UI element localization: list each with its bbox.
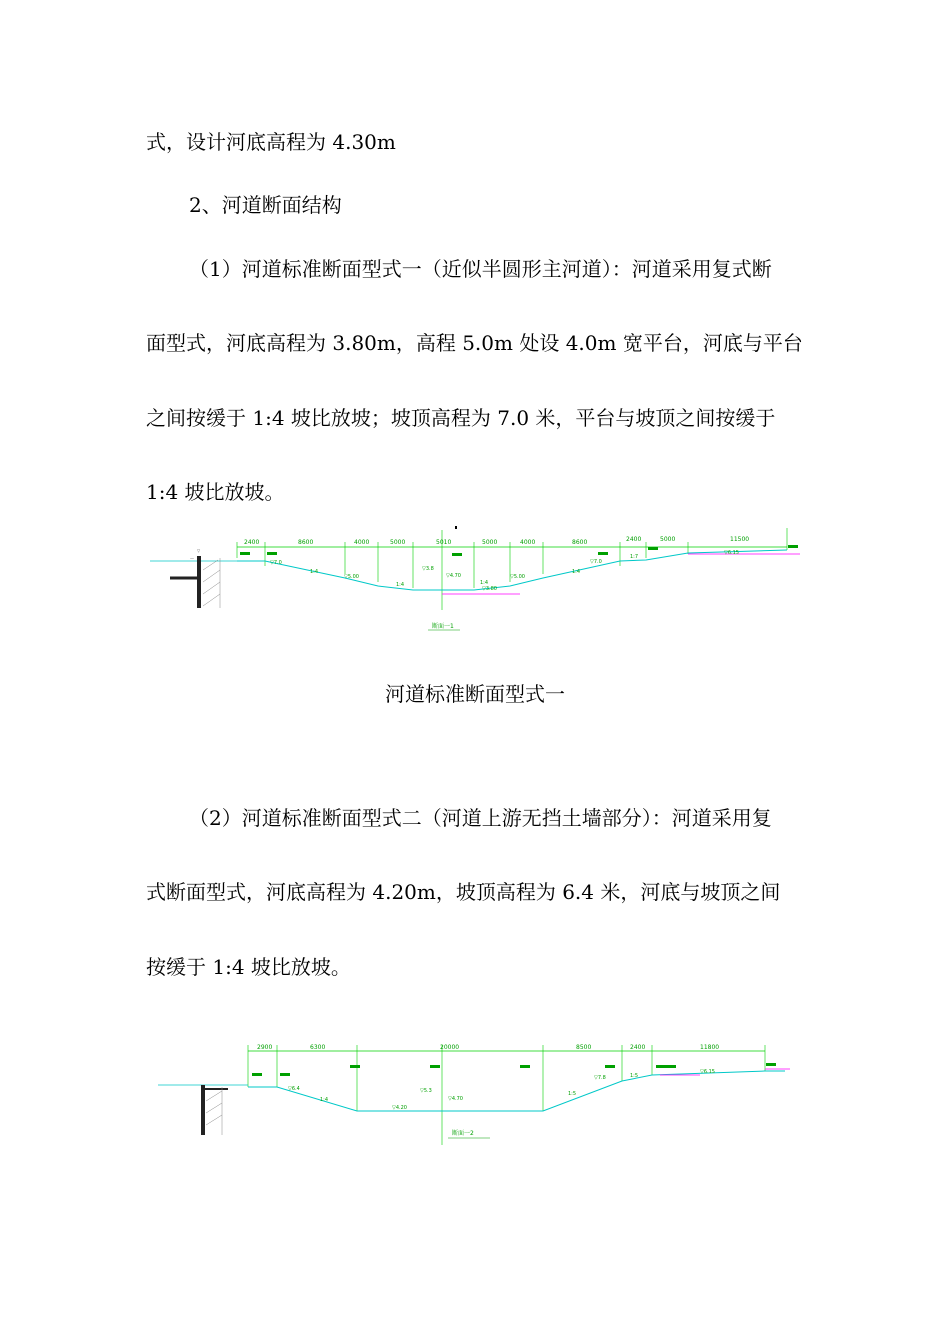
elevation-label: ▽7.8 [594,1075,606,1081]
slope-label: 1:5 [630,1073,639,1079]
elevation-label: ▽5.00 [510,574,525,580]
cross-section-figure-2 [0,1035,950,1150]
section-label: 断面一1 [432,623,454,630]
elevation-label: ▽5.00 [344,574,359,580]
slope-label: 1:4 [310,569,319,575]
dim-label: 8500 [576,1044,592,1051]
dim-label: 2400 [630,1044,646,1051]
dim-label: 11800 [700,1044,720,1051]
body-text-line: 式，设计河底高程为 4.30m [146,130,396,154]
dim-label: 2900 [257,1044,273,1051]
body-text-line: 面型式，河底高程为 3.80m，高程 5.0m 处设 4.0m 宽平台，河底与平台 [146,331,803,355]
figure-caption: 河道标准断面型式一 [385,682,565,706]
elevation-label: ▽6.15 [724,550,739,556]
body-text-line: 按缓于 1:4 坡比放坡。 [146,955,351,979]
section-heading: 2、河道断面结构 [189,193,342,217]
slope-label: 1:4 [320,1097,329,1103]
elevation-label: ▽4.70 [448,1096,463,1102]
elevation-label: ▽3.8 [422,566,434,572]
dim-label: 5010 [436,539,452,546]
elevation-label: ▽3.80 [482,586,497,592]
svg-text:▽: ▽ [197,548,201,553]
elevation-label: ▽7.0 [590,559,602,565]
body-text-line: （1）河道标准断面型式一（近似半圆形主河道）：河道采用复式断 [189,257,772,281]
elevation-label: ▽7.0 [270,560,282,566]
slope-label: 1:4 [396,582,405,588]
elevation-label: ▽4.20 [392,1105,407,1111]
dim-label: 5000 [482,539,498,546]
dim-label: 5000 [660,536,676,543]
elevation-label: ▽6.4 [288,1086,300,1092]
dim-label: 2400 [244,539,260,546]
dim-label: 2400 [626,536,642,543]
section-label: 断面一2 [452,1130,474,1137]
slope-label: 1:4 [480,580,489,586]
slope-label: 1:7 [630,554,639,560]
dim-label: 4000 [520,539,536,546]
slope-label: 1:4 [572,569,581,575]
dim-label: 5000 [390,539,406,546]
dim-label: 4000 [354,539,370,546]
dim-label: 20000 [440,1044,460,1051]
elevation-label: ▽4.70 [446,573,461,579]
body-text-line: （2）河道标准断面型式二（河道上游无挡土墙部分）：河道采用复 [189,806,772,830]
elevation-label: ▽5.3 [420,1088,432,1094]
elevation-label: ▽6.15 [700,1069,715,1075]
dim-label: 8600 [298,539,314,546]
slope-label: 1:5 [568,1091,577,1097]
body-text-line: 1:4 坡比放坡。 [146,480,285,504]
dim-label: 11500 [730,536,750,543]
dim-label: 8600 [572,539,588,546]
body-text-line: 式断面型式，河底高程为 4.20m，坡顶高程为 6.4 米，河底与坡顶之间 [146,880,781,904]
dim-label: 6300 [310,1044,326,1051]
svg-text:—: — [190,556,194,561]
cross-section-figure-1 [0,520,950,645]
body-text-line: 之间按缓于 1:4 坡比放坡；坡顶高程为 7.0 米，平台与坡顶之间按缓于 [146,406,776,430]
